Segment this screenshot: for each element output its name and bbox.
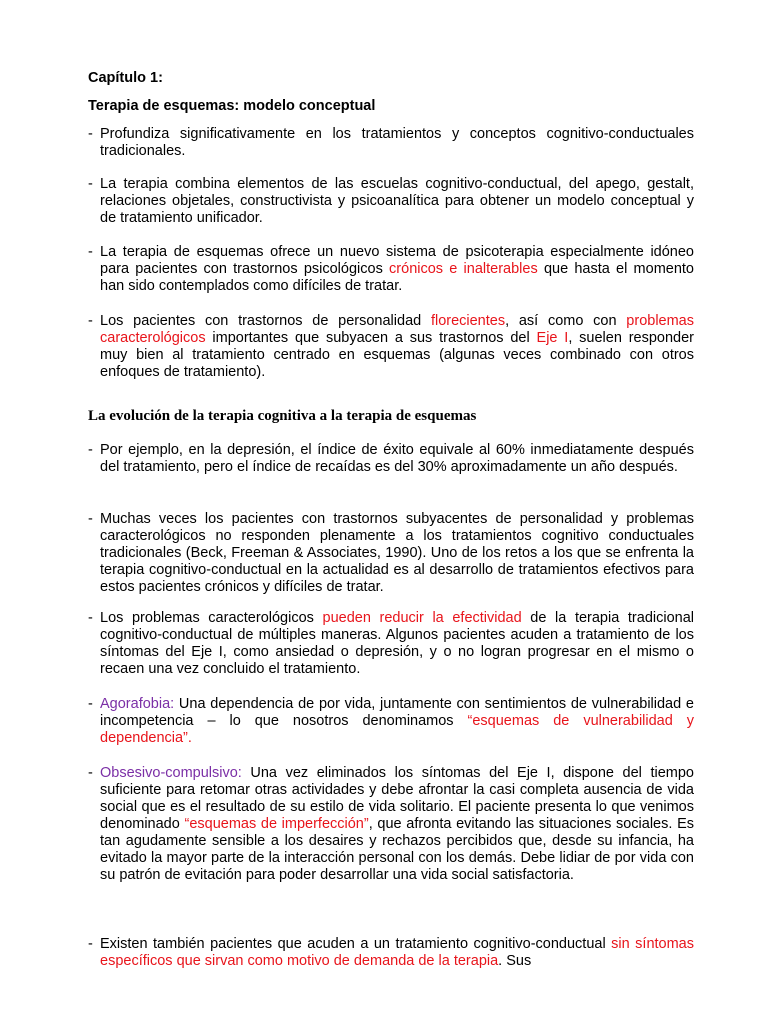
list-item: - Agorafobia: Una dependencia de por vida, juntamente con sentimientos de vulnerabilidad e incompetencia – lo que nosotros denominamos “esquemas de vulnerabilidad y dependencia”. xyxy=(88,696,695,746)
bullet-dash: - xyxy=(88,936,93,952)
highlight-red: florecientes xyxy=(430,313,506,329)
list-item: - Profundiza significativamente en los tratamientos y conceptos cognitivo-conductuales tradicionales. xyxy=(88,126,694,159)
chapter-title: Terapia de esquemas: modelo conceptual xyxy=(88,98,376,114)
highlight-purple: Agorafobia: xyxy=(100,696,175,712)
section-heading: La evolución de la terapia cognitiva a la terapia de esquemas xyxy=(88,408,477,424)
bullet-dash: - xyxy=(88,442,93,458)
highlight-red: Eje I xyxy=(536,330,569,346)
list-item: - Los problemas caracterológicos pueden reducir la efectividad de la terapia tradicional cognitivo-conductual de múltiples maneras. Algunos pacientes acuden a tratamiento de los síntomas del Eje I, como ansiedad o depresión, y o no logran progresar en el mismo o recaen una vez concluido el tratamiento. xyxy=(88,610,694,677)
list-item: - Obsesivo-compulsivo: Una vez eliminados los síntomas del Eje I, dispone del tiempo suficiente para retomar otras actividades y debe afrontar la casi completa ausencia de vida social que es el resultado de su estilo de vida solitario. El paciente presenta lo que venimos denominado “esquemas de imperfección”, que afronta evitando las situaciones sociales. Es tan agudamente sensible a los desaires y rechazos percibidos que, desde su infancia, ha evitado la mayor parte de la interacción personal con los demás. Debe lidiar de por vida con su patrón de evitación para poder desarrollar una vida social satisfactoria. xyxy=(88,765,694,883)
highlight-red: problemas caracterológicos xyxy=(100,313,694,346)
list-item: - La terapia combina elementos de las escuelas cognitivo-conductual, del apego, gestalt, relaciones objetales, constructivista y psicoanalítica para obtener un modelo conceptual y de tratamiento unificador. xyxy=(88,176,694,226)
list-item: - Muchas veces los pacientes con trastornos subyacentes de personalidad y problemas caracterológicos no responden plenamente a los tratamientos cognitivo conductuales tradicionales (Beck, Freeman & Associates, 1990). Uno de los retos a los que se enfrenta la terapia cognitivo-conductual en la actualidad es al desarrollo de tratamientos efectivos para estos pacientes crónicos y difíciles de tratar. xyxy=(88,511,694,595)
bullet-dash: - xyxy=(88,610,93,626)
bullet-dash: - xyxy=(88,126,93,142)
highlight-red: pueden reducir la efectividad xyxy=(322,610,522,626)
highlight-red: sin síntomas específicos que sirvan como motivo de demanda de la terapia xyxy=(100,936,694,969)
chapter-label: Capítulo 1: xyxy=(88,70,163,86)
list-item: - La terapia de esquemas ofrece un nuevo sistema de psicoterapia especialmente idóneo para pacientes con trastornos psicológicos crónicos e inalterables que hasta el momento han sido contemplados como difíciles de tratar. xyxy=(88,244,694,294)
highlight-red: “esquemas de imperfección” xyxy=(184,816,369,832)
list-item: - Los pacientes con trastornos de personalidad florecientes, así como con problemas caracterológicos importantes que subyacen a sus trastornos del Eje I, suelen responder muy bien al tratamiento centrado en esquemas (algunas veces combinado con otros enfoques de tratamiento). xyxy=(88,313,694,380)
bullet-dash: - xyxy=(88,511,93,527)
bullet-dash: - xyxy=(88,244,93,260)
highlight-purple: Obsesivo-compulsivo: xyxy=(100,765,242,781)
bullet-dash: - xyxy=(88,176,93,192)
highlight-red: crónicos e inalterables xyxy=(389,261,538,277)
highlight-red: “esquemas de vulnerabilidad y dependencia”. xyxy=(100,713,695,746)
list-item: - Existen también pacientes que acuden a un tratamiento cognitivo-conductual sin síntomas específicos que sirvan como motivo de demanda de la terapia. Sus xyxy=(88,936,694,969)
bullet-dash: - xyxy=(88,696,93,712)
bullet-dash: - xyxy=(88,765,93,781)
list-item: - Por ejemplo, en la depresión, el índice de éxito equivale al 60% inmediatamente después del tratamiento, pero el índice de recaídas es del 30% aproximadamente un año después. xyxy=(88,442,694,475)
bullet-dash: - xyxy=(88,313,93,329)
